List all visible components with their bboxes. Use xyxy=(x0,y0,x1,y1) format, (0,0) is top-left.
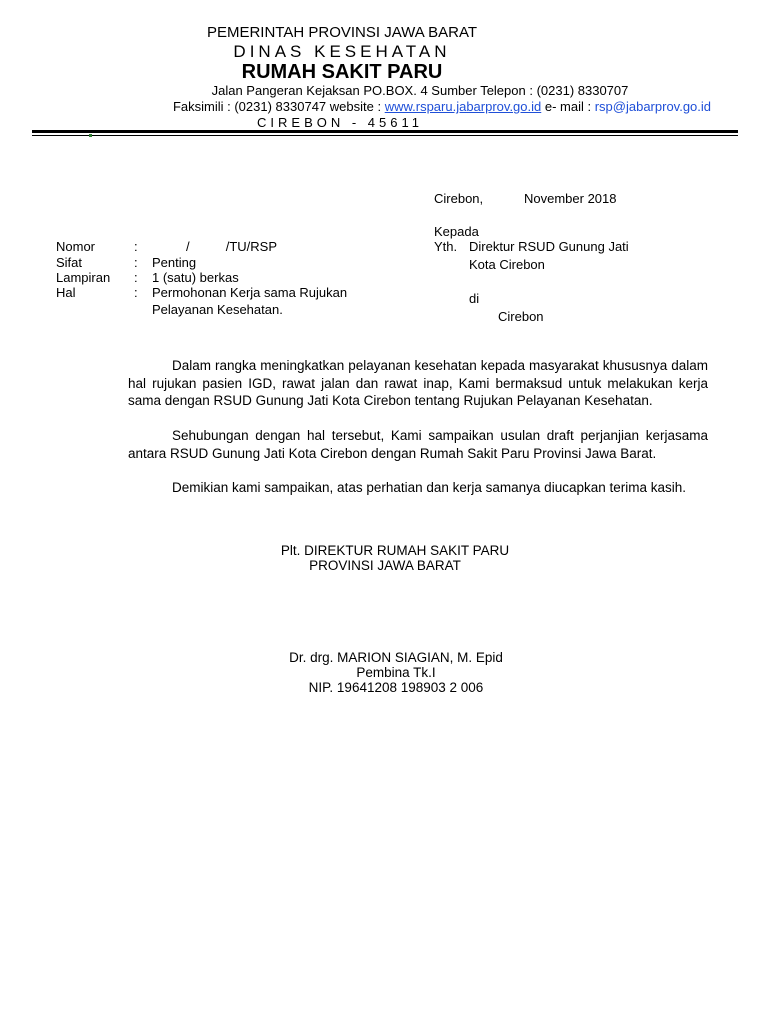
letterhead-hospital: RUMAH SAKIT PARU xyxy=(241,61,443,83)
recipient-city: Kota Cirebon xyxy=(469,257,545,272)
meta-lampiran-sep: : xyxy=(134,270,138,285)
letterhead-government: PEMERINTAH PROVINSI JAWA BARAT xyxy=(206,24,478,41)
letterhead-rule-thick xyxy=(32,130,738,133)
email-label: e- mail : xyxy=(541,99,595,114)
meta-lampiran-value: 1 (satu) berkas xyxy=(152,270,239,285)
meta-hal-value-line2: Pelayanan Kesehatan. xyxy=(152,302,283,317)
meta-sifat-value: Penting xyxy=(152,255,197,270)
body-paragraph-2-text: Sehubungan dengan hal tersebut, Kami sampaikan usulan draft perjanjian kerjasama antara RSUD Gunung Jati Kota Cirebon dengan Rumah Sakit Paru Provinsi Jawa Barat. xyxy=(128,428,708,461)
fax-text: Faksimili : (0231) 8330747 website : xyxy=(172,99,385,114)
meta-nomor-sep: : xyxy=(134,239,138,254)
body-paragraph-3 xyxy=(128,479,708,497)
signature-title-1: Plt. DIREKTUR RUMAH SAKIT PARU xyxy=(280,543,510,558)
meta-hal-value: Permohonan Kerja sama Rujukan xyxy=(152,285,348,300)
meta-sifat-sep: : xyxy=(134,255,138,270)
email-link[interactable]: rsp@jabarprov.go.id xyxy=(594,99,712,114)
recipient-kepada: Kepada xyxy=(434,224,479,239)
recipient-name: Direktur RSUD Gunung Jati xyxy=(469,239,629,254)
recipient-yth: Yth. xyxy=(434,239,458,254)
meta-sifat-label: Sifat xyxy=(56,255,83,270)
signature-rank: Pembina Tk.I xyxy=(356,665,436,680)
meta-hal-sep: : xyxy=(134,285,138,300)
green-mark-icon xyxy=(89,134,92,137)
body-paragraph-1 xyxy=(128,357,708,410)
letterhead-city: CIREBON - 45611 xyxy=(257,115,423,130)
body-paragraph-3-text: Demikian kami sampaikan, atas perhatian dan kerja samanya diucapkan terima kasih. xyxy=(172,480,687,495)
signature-nip: NIP. 19641208 198903 2 006 xyxy=(308,680,484,695)
letterhead-rule-thin xyxy=(32,135,738,136)
body-paragraph-2 xyxy=(128,427,708,462)
letterhead-contact xyxy=(102,99,768,114)
body-paragraph-1-text: Dalam rangka meningkatkan pelayanan kesehatan kepada masyarakat khususnya dalam hal rujukan pasien IGD, rawat jalan dan rawat inap, Kami bermaksud untuk melakukan kerja sama dengan RSUD Gunung Jati Kota Cirebon tentang Rujukan Pelayanan Kesehatan. xyxy=(128,358,708,408)
recipient-location: Cirebon xyxy=(498,309,544,324)
meta-hal-label: Hal xyxy=(56,285,76,300)
signature-name: Dr. drg. MARION SIAGIAN, M. Epid xyxy=(289,650,503,665)
signature-title-2: PROVINSI JAWA BARAT xyxy=(309,558,461,573)
meta-nomor-label: Nomor xyxy=(56,239,96,254)
meta-nomor-value: / /TU/RSP xyxy=(186,239,278,254)
letterhead-agency: DINAS KESEHATAN xyxy=(233,42,451,61)
meta-lampiran-label: Lampiran xyxy=(56,270,111,285)
date-place: Cirebon, xyxy=(434,191,484,206)
letterhead-address: Jalan Pangeran Kejaksan PO.BOX. 4 Sumber Telepon : (0231) 8330707 xyxy=(211,83,629,98)
date-month-year: November 2018 xyxy=(524,191,617,206)
recipient-di: di xyxy=(469,291,480,306)
website-link[interactable]: www.rsparu.jabarprov.go.id xyxy=(384,99,542,114)
